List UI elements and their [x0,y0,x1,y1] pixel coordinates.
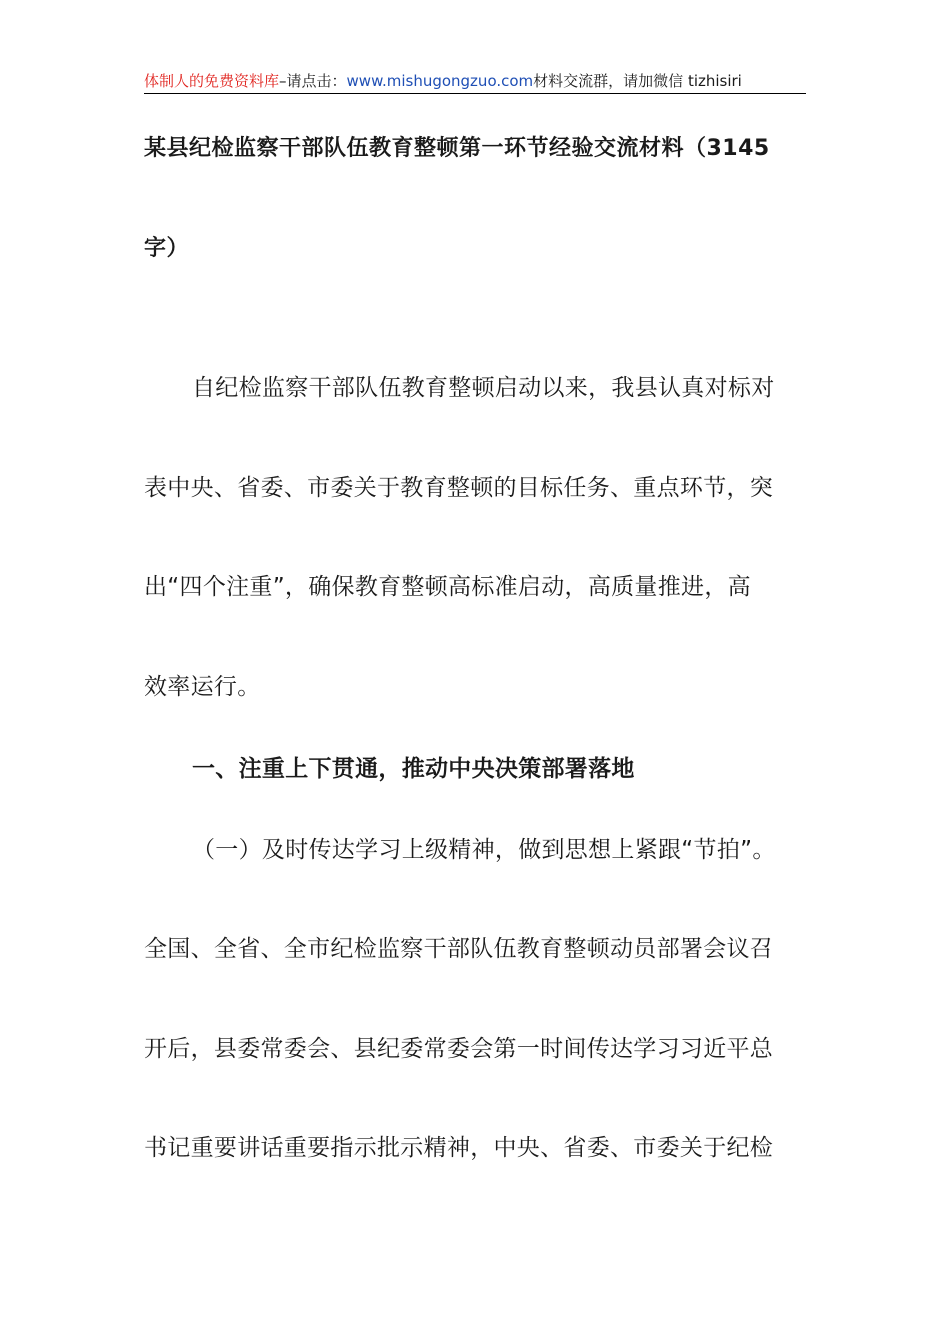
intro-line-4: 效率运行。 [144,674,261,700]
header-divider [144,93,806,94]
header-prompt: –请点击： [279,72,347,90]
header-url-link[interactable]: www.mishugongzuo.com [346,72,534,90]
intro-line-1: 自纪检监察干部队伍教育整顿启动以来，我县认真对标对 [192,375,775,401]
document-title-line-2: 字） [144,236,190,261]
section-1-heading: 一、注重上下贯通，推动中央决策部署落地 [192,756,635,782]
page-header [144,70,806,94]
subsection-1-line-1: 全国、全省、全市纪检监察干部队伍教育整顿动员部署会议召 [144,936,774,962]
document-title-line-1: 某县纪检监察干部队伍教育整顿第一环节经验交流材料（3145 [144,136,770,161]
intro-line-3: 出“四个注重”，确保教育整顿高标准启动，高质量推进，高 [144,574,751,600]
intro-line-2: 表中央、省委、市委关于教育整顿的目标任务、重点环节，突 [144,475,774,501]
header-note: 材料交流群，请加微信 tizhisiri [533,72,742,90]
subsection-1-line-3: 书记重要讲话重要指示批示精神，中央、省委、市委关于纪检 [144,1135,774,1161]
header-site-name: 体制人的免费资料库 [144,72,280,90]
subsection-1-line-2: 开后，县委常委会、县纪委常委会第一时间传达学习习近平总 [144,1036,774,1062]
subsection-1-heading: （一）及时传达学习上级精神，做到思想上紧跟“节拍”。 [192,837,776,863]
